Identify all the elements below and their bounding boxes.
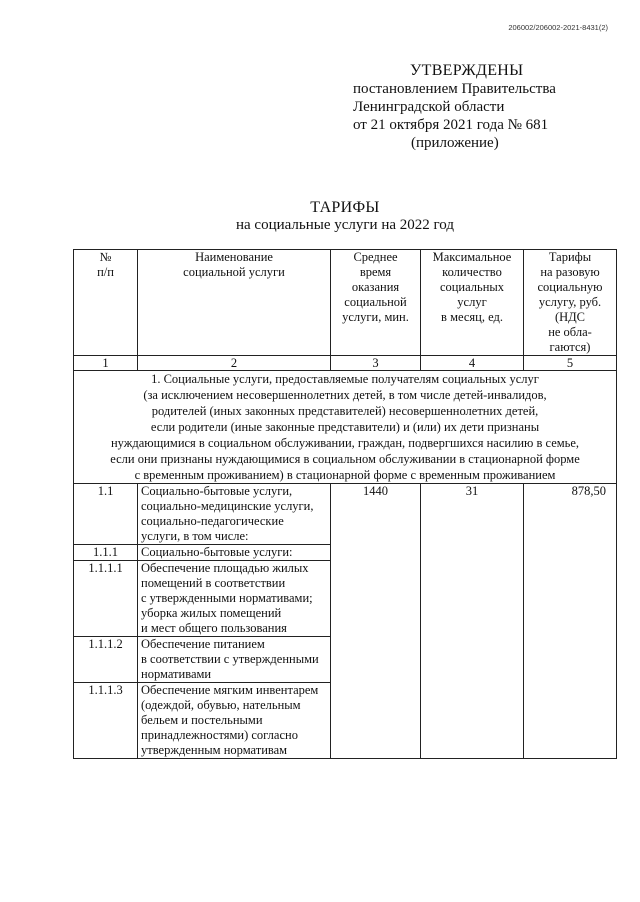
header-max-count: Максимальное количество социальных услуг в месяц, ед. <box>421 250 524 356</box>
document-registration-number: 206002/206002-2021-8431(2) <box>508 23 608 32</box>
approval-block <box>353 62 613 152</box>
approval-line-3: от 21 октября 2021 года № 681 <box>353 117 549 133</box>
row-number: 1.1.1.3 <box>74 683 138 759</box>
column-number: 3 <box>331 356 421 371</box>
table-row <box>74 484 617 545</box>
document-title: ТАРИФЫ <box>310 199 380 216</box>
column-number: 5 <box>524 356 617 371</box>
column-numbers-row <box>74 356 617 371</box>
row-average-time: 1440 <box>331 484 421 759</box>
column-number: 4 <box>421 356 524 371</box>
column-number: 2 <box>138 356 331 371</box>
header-tariff: Тарифы на разовую социальную услугу, руб. (НДС не обла- гаются) <box>524 250 617 356</box>
header-number: № п/п <box>74 250 138 356</box>
column-number: 1 <box>74 356 138 371</box>
approval-line-1: постановлением Правительства <box>353 81 556 97</box>
row-service-name: Обеспечение питанием в соответствии с утвержденными нормативами <box>138 637 331 683</box>
section-title: 1. Социальные услуги, предоставляемые получателям социальных услуг (за исключением несовершеннолетних детей, в том числе детей-инвалидов, родителей (иных законных представителей) несовершеннолетних детей, если родители (иные законные представители) и (или) их дети признаны нуждающимися в социальном обслуживании, граждан, подвергшихся насилию в семье, если они признаны нуждающимися в социальном обслуживании в стационарной форме с временным проживанием) в стационарной форме с временным проживанием <box>74 371 617 484</box>
row-service-name: Обеспечение площадью жилых помещений в соответствии с утвержденными нормативами; уборка жилых помещений и мест общего пользования <box>138 561 331 637</box>
row-service-name: Социально-бытовые услуги, социально-медицинские услуги, социально-педагогические услуги, в том числе: <box>138 484 331 545</box>
approval-heading: УТВЕРЖДЕНЫ <box>410 62 524 79</box>
approval-line-2: Ленинградской области <box>353 99 505 115</box>
row-service-name: Обеспечение мягким инвентарем (одеждой, обувью, нательным бельем и постельными принадлежностями) согласно утвержденным нормативам <box>138 683 331 759</box>
tariffs-table <box>73 249 617 759</box>
row-number: 1.1 <box>74 484 138 545</box>
approval-line-4: (приложение) <box>411 135 499 151</box>
row-number: 1.1.1.2 <box>74 637 138 683</box>
header-service-name: Наименование социальной услуги <box>138 250 331 356</box>
table-header-row <box>74 250 617 356</box>
section-row <box>74 371 617 484</box>
document-subtitle: на социальные услуги на 2022 год <box>235 217 454 233</box>
row-max-count: 31 <box>421 484 524 759</box>
row-number: 1.1.1.1 <box>74 561 138 637</box>
row-tariff: 878,50 <box>524 484 617 759</box>
row-number: 1.1.1 <box>74 545 138 561</box>
header-average-time: Среднее время оказания социальной услуги, мин. <box>331 250 421 356</box>
row-service-name: Социально-бытовые услуги: <box>138 545 331 561</box>
